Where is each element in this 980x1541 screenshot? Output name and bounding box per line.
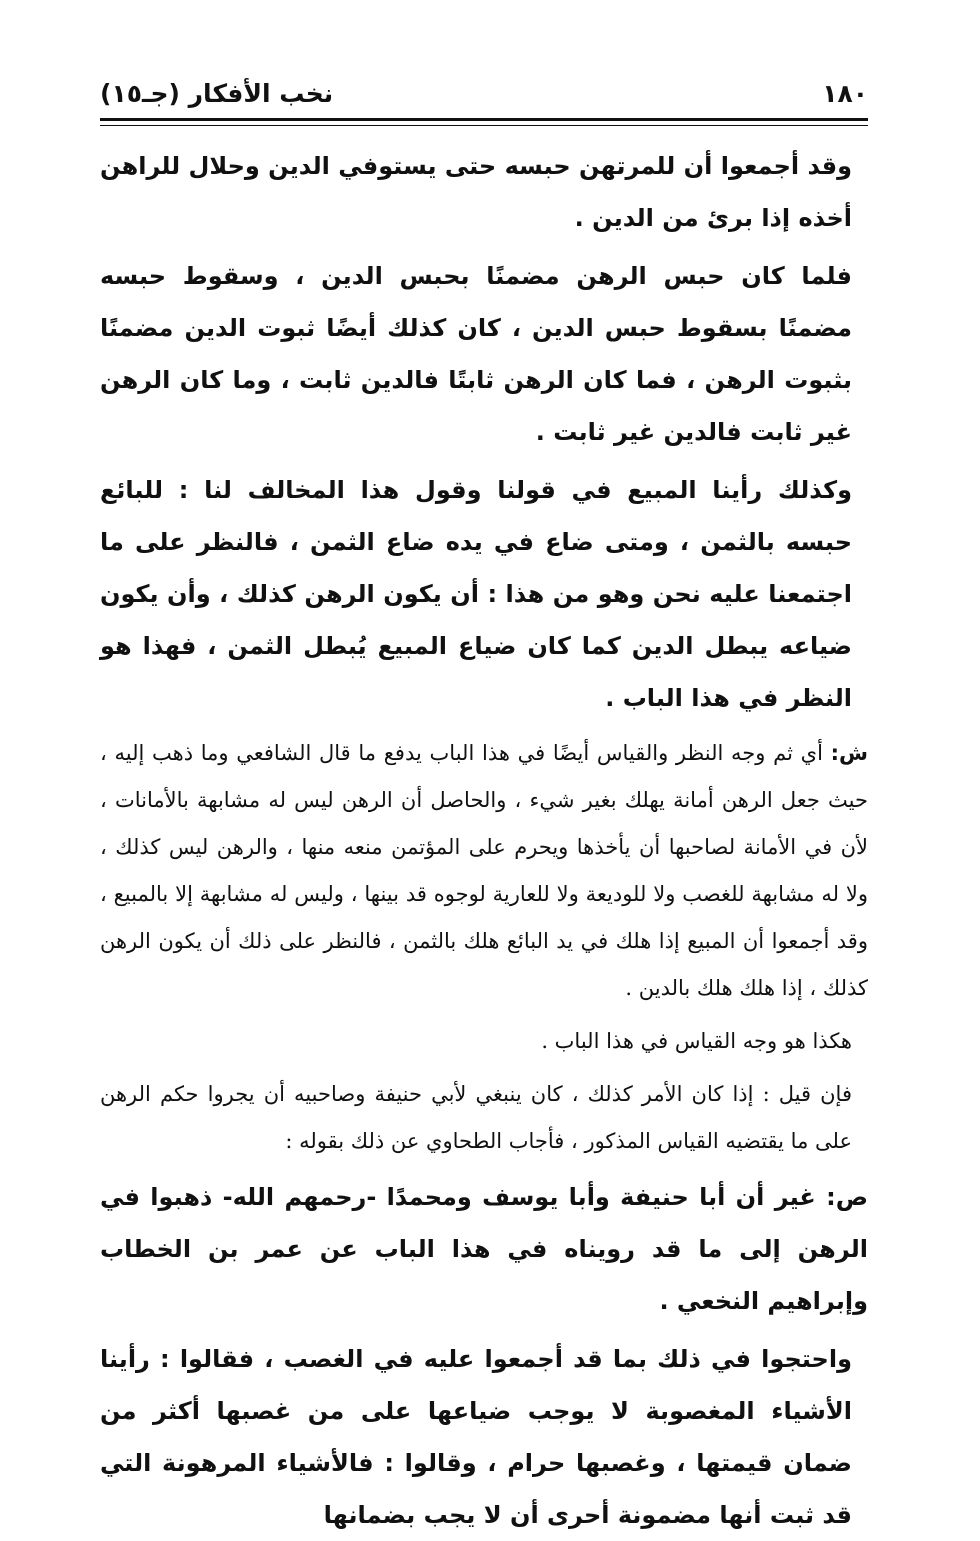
header-rule-thin [100,125,868,126]
book-title: نخب الأفكار (جـ١٥) [100,78,334,108]
paragraph-text: وقد أجمعوا أن للمرتهن حبسه حتى يستوفي الدين وحلال للراهن أخذه إذا برئ من الدين . [99,152,852,232]
header-rule [100,118,868,121]
paragraph-text: أي ثم وجه النظر والقياس أيضًا في هذا الباب يدفع ما قال الشافعي وما ذهب إليه ، حيث جعل الرهن أمانة يهلك بغير شيء ، والحاصل أن الرهن ليس له مشابهة بالأمانات ، لأن في الأمانة لصاحبها أن يأخذها ويحرم على المؤتمن منعه منها ، والرهن ليس كذلك ، ولا له مشابهة للغصب ولا للوديعة ولا للعارية لوجوه قد بينها ، وليس له مشابهة إلا بالمبيع ، وقد أجمعوا أن المبيع إذا هلك في يد البائع هلك بالثمن ، فالنظر على ذلك أن يكون الرهن كذلك ، إذا هلك هلك بالدين . [100,741,868,1000]
paragraph-text: فإن قيل : إذا كان الأمر كذلك ، كان ينبغي لأبي حنيفة وصاحبيه أن يجروا حكم الرهن على ما يقتضيه القياس المذكور ، فأجاب الطحاوي عن ذلك بقوله : [100,1082,852,1153]
paragraph-7 [100,1171,868,1327]
paragraph-text: واحتجوا في ذلك بما قد أجمعوا عليه في الغصب ، فقالوا : رأينا الأشياء المغصوبة لا يوجب ضياعها على من غصبها أكثر من ضمان قيمتها ، وغصبها حرام ، وقالوا : فالأشياء المرهونة التي قد ثبت أنها مضمونة أحرى أن لا يجب بضمانها [100,1345,852,1529]
paragraph-8 [100,1333,868,1541]
paragraph-6 [100,1071,868,1165]
page-header [100,72,868,114]
paragraph-marker: ص: [826,1183,868,1211]
paragraph-marker: ش: [830,741,868,765]
paragraph-3 [100,464,868,724]
paragraph-2 [100,250,868,458]
paragraph-text: وكذلك رأينا المبيع في قولنا وقول هذا المخالف لنا : للبائع حبسه بالثمن ، ومتى ضاع في يده ضاع الثمن ، فالنظر على ما اجتمعنا عليه نحن وهو من هذا : أن يكون الرهن كذلك ، وأن يكون ضياعه يبطل الدين كما كان ضياع المبيع يُبطل الثمن ، فهذا هو النظر في هذا الباب . [100,476,852,712]
paragraph-5 [100,1018,868,1065]
paragraph-text: غير أن أبا حنيفة وأبا يوسف ومحمدًا -رحمهم الله- ذهبوا في الرهن إلى ما قد رويناه في هذا الباب عن عمر بن الخطاب وإبراهيم النخعي . [100,1183,868,1315]
paragraph-text: فلما كان حبس الرهن مضمنًا بحبس الدين ، وسقوط حبسه مضمنًا بسقوط حبس الدين ، كان كذلك أيضًا ثبوت الدين مضمنًا بثبوت الرهن ، فما كان الرهن ثابتًا فالدين ثابت ، وما كان الرهن غير ثابت فالدين غير ثابت . [100,262,852,446]
paragraph-4 [100,730,868,1012]
page-number: ١٨٠ [822,78,868,108]
paragraph-text: هكذا هو وجه القياس في هذا الباب . [541,1029,852,1053]
paragraph-1 [100,140,868,244]
page-body [99,140,868,1529]
